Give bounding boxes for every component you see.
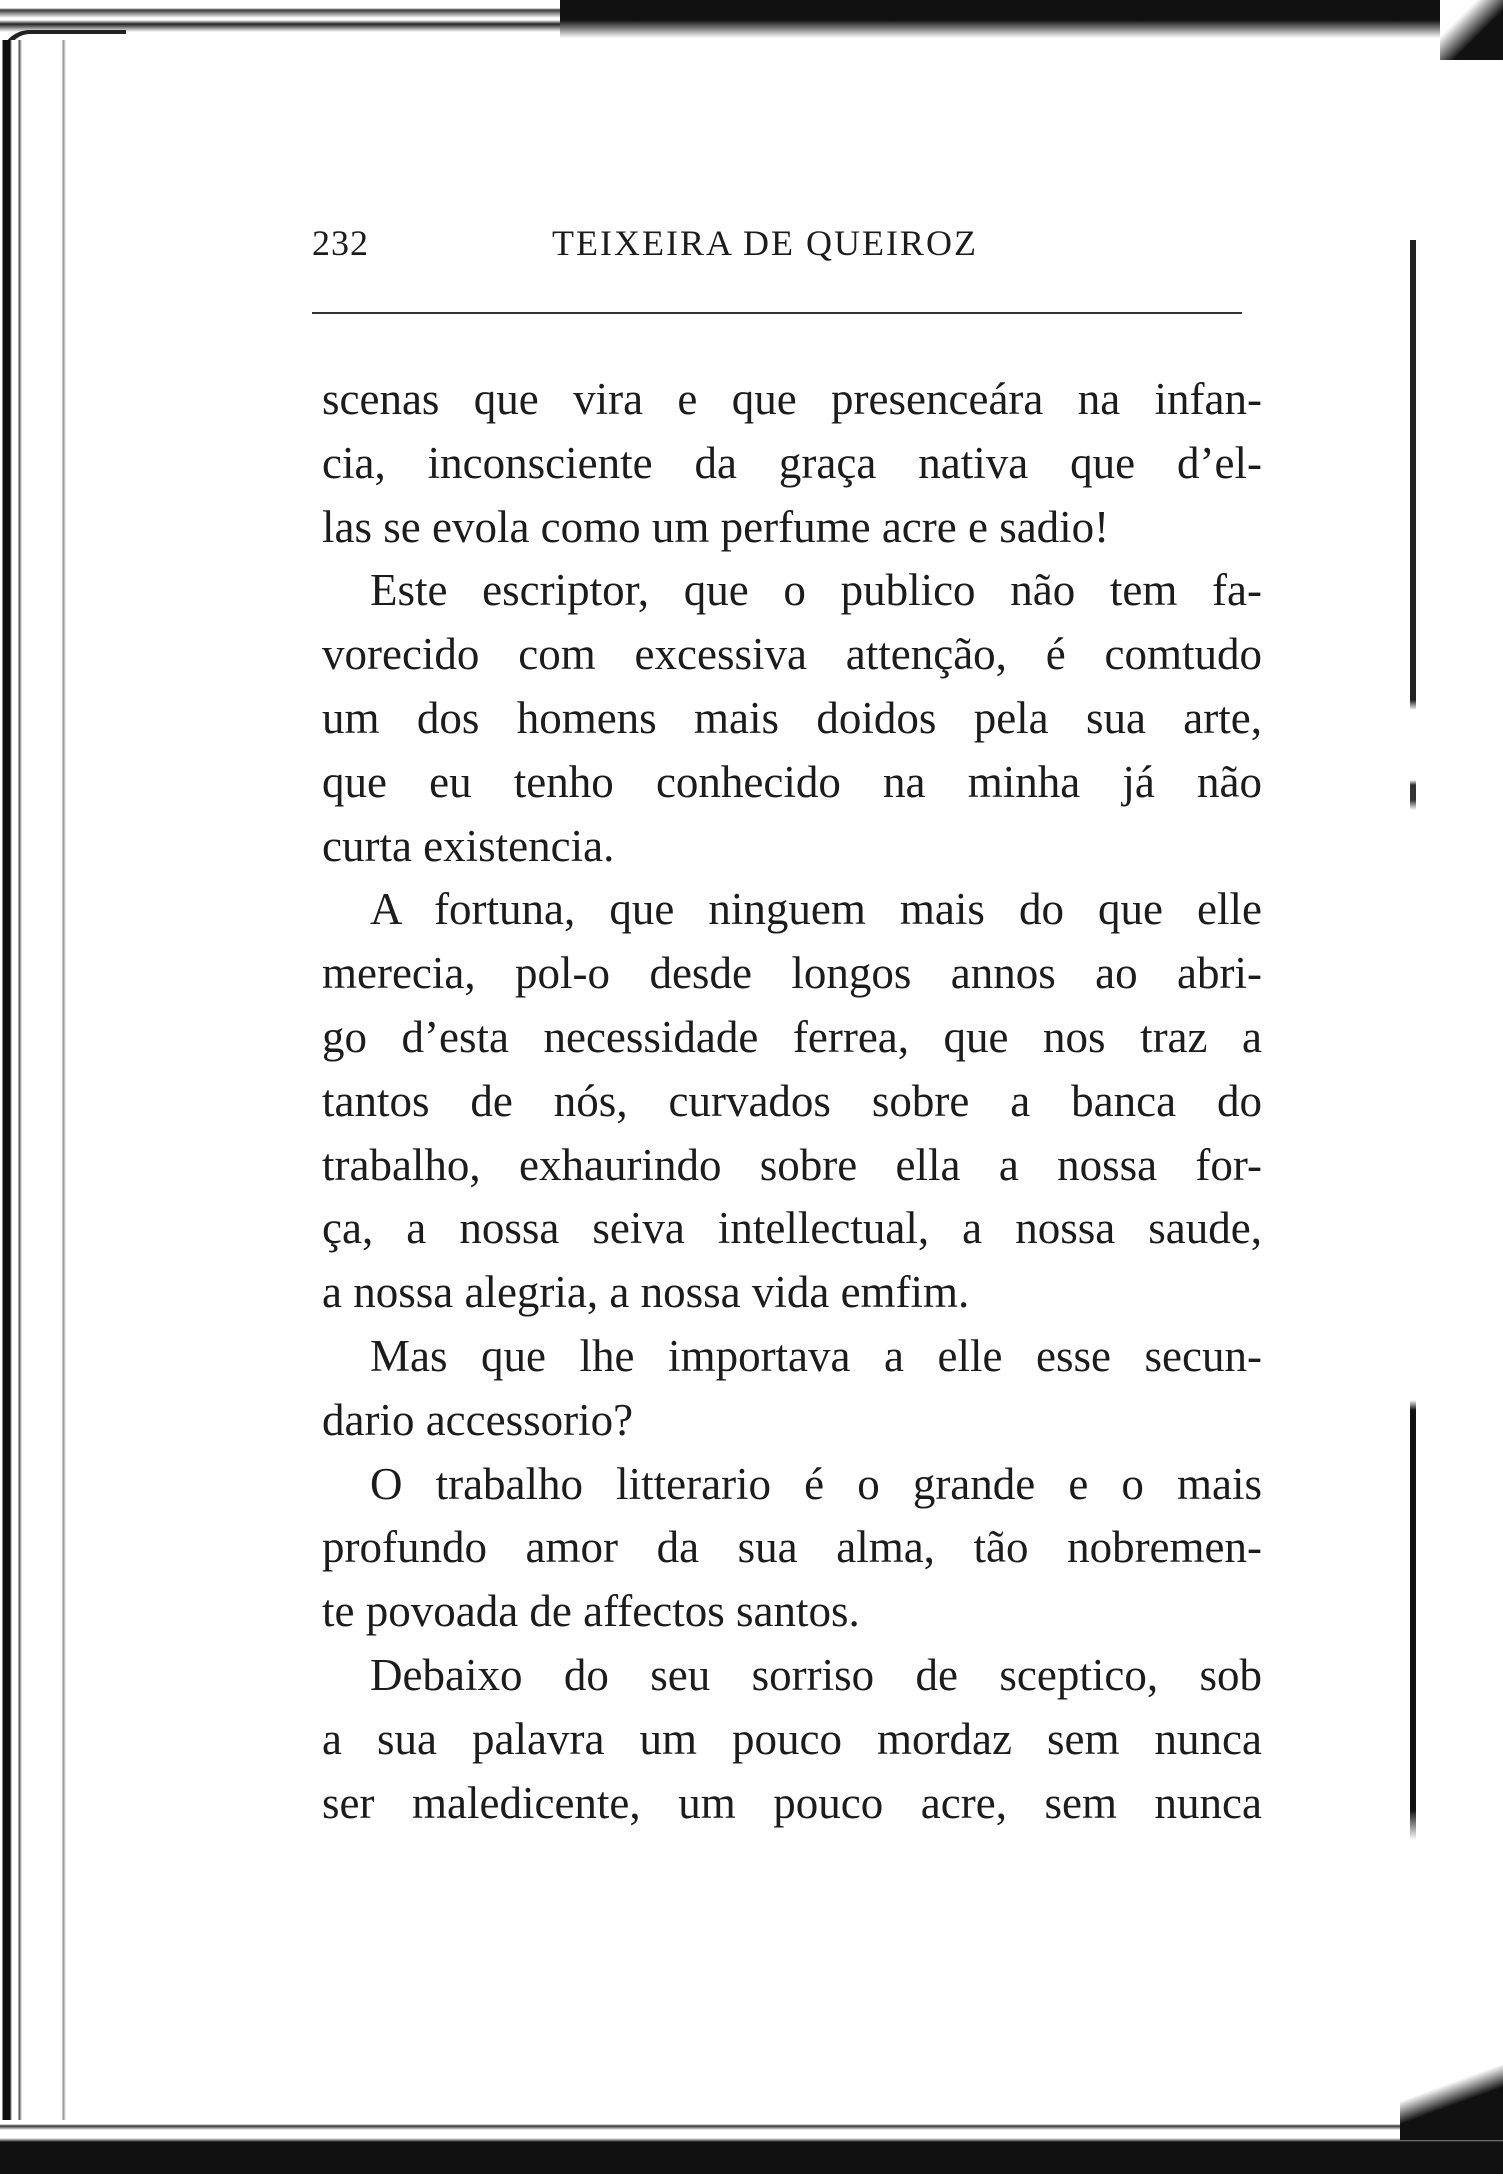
text-line: ser maledicente, um pouco acre, sem nunca [322,1777,1262,1828]
text-line: scenas que vira e que presenceára na infan- [322,374,1262,424]
text-line: Debaixo do seu sorriso de sceptico, sob [370,1649,1262,1700]
text-line: curta existencia. [322,820,615,871]
text-line: cia, inconsciente da graça nativa que d’el- [322,437,1262,488]
body-text [322,368,1262,1835]
running-head [312,222,1242,272]
text-line: ça, a nossa seiva intellectual, a nossa saude, [322,1203,1262,1254]
text-line: um dos homens mais doidos pela sua arte, [322,692,1262,743]
scan-border-left [0,40,90,2174]
text-line: a nossa alegria, a nossa vida emfim. [322,1267,970,1318]
header-title: TEIXEIRA DE QUEIROZ [552,223,978,263]
text-line: dario accessorio? [322,1394,634,1445]
text-line: trabalho, exhaurindo sobre ella a nossa for- [322,1139,1262,1190]
text-line: que eu tenho conhecido na minha já não [322,756,1262,807]
text-line: las se evola como um perfume acre e sadio! [322,501,1110,552]
text-line: a sua palavra um pouco mordaz sem nunca [322,1713,1262,1764]
text-line: go d’esta necessidade ferrea, que nos traz a [322,1011,1262,1062]
scan-corner-top-right [1440,0,1503,60]
scan-binding-shadow [560,0,1503,38]
text-line: profundo amor da sua alma, tão nobremen- [322,1522,1262,1573]
scan-border-bottom [0,2120,1503,2174]
text-line: A fortuna, que ninguem mais do que elle [370,884,1262,935]
text-line: Mas que lhe importava a elle esse secun- [370,1330,1262,1381]
scan-corner-bottom-right [1400,2060,1503,2140]
text-line: O trabalho litterario é o grande e o mais [370,1458,1262,1509]
text-line: vorecido com excessiva attenção, é comtudo [322,629,1262,680]
text-line: merecia, pol-o desde longos annos ao abri- [322,948,1262,999]
text-line: tantos de nós, curvados sobre a banca do [322,1075,1262,1126]
text-line: te povoada de affectos santos. [322,1586,860,1637]
header-rule [312,312,1242,314]
text-line: Este escriptor, que o publico não tem fa- [370,565,1262,616]
page-number: 232 [312,223,369,263]
scan-border-right [1410,240,1416,1840]
